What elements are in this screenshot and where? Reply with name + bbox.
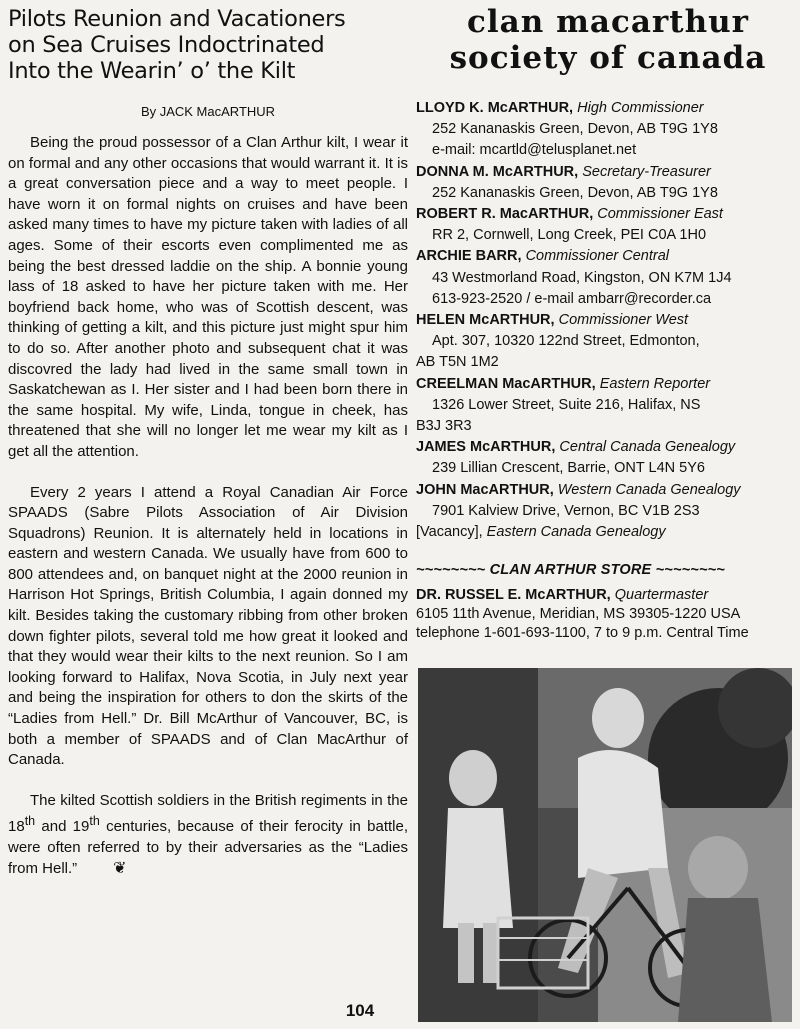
officer-role: Secretary-Treasurer xyxy=(582,163,711,180)
officer-entry xyxy=(416,437,800,479)
officer-name: HELEN McARTHUR, xyxy=(416,312,555,329)
officer-contact-line: 613-923-2520 / e-mail ambarr@recorder.ca xyxy=(432,290,712,307)
masthead xyxy=(416,4,800,76)
vacancy-label: [Vacancy], xyxy=(416,524,483,541)
paragraph-text: centuries, because of their ferocity in battle, were often referred to by their adversaries as the “Ladies from Hell.” xyxy=(8,818,408,877)
vintage-illustration xyxy=(418,668,792,1022)
article-paragraph-last xyxy=(8,791,408,879)
officer-role: Eastern Reporter xyxy=(599,375,711,392)
thistle-icon: ❦ xyxy=(113,859,127,877)
officer-contact-line: 252 Kananaskis Green, Devon, AB T9G 1Y8 xyxy=(432,184,718,201)
officer-entry xyxy=(416,98,800,162)
masthead-line: clan macarthur xyxy=(467,4,749,40)
officer-role: Central Canada Genealogy xyxy=(559,439,736,456)
officer-heading xyxy=(416,374,800,395)
officer-name: LLOYD K. McARTHUR, xyxy=(416,100,574,116)
officer-heading xyxy=(416,246,800,267)
paragraph-text: The kilted Scottish soldiers in the British regiments in the 18 xyxy=(8,791,408,836)
vacancy-role: Eastern Canada Genealogy xyxy=(486,524,666,541)
officer-list xyxy=(416,98,800,522)
officer-heading xyxy=(416,480,800,501)
officer-heading xyxy=(416,98,800,119)
officer-role: High Commissioner xyxy=(577,100,704,116)
officer-contact-line: RR 2, Cornwell, Long Creek, PEI C0A 1H0 xyxy=(432,227,707,244)
officer-entry xyxy=(416,310,800,374)
officer-role: Commissioner Central xyxy=(525,248,669,265)
officer-role: Commissioner West xyxy=(558,312,689,329)
officer-contact-line: 239 Lillian Crescent, Barrie, ONT L4N 5Y6 xyxy=(432,460,705,477)
headline-line: on Sea Cruises Indoctrinated xyxy=(8,32,325,58)
officer-role: Commissioner East xyxy=(597,206,723,223)
officer-role: Western Canada Genealogy xyxy=(557,481,741,498)
officer-contact-line: 252 Kananaskis Green, Devon, AB T9G 1Y8 xyxy=(432,121,718,138)
officer-contact-line: 7901 Kalview Drive, Vernon, BC V1B 2S3 xyxy=(432,502,700,519)
officer-name: JOHN MacARTHUR, xyxy=(416,481,554,498)
headline-line: Into the Wearin’ o’ the Kilt xyxy=(8,58,296,84)
superscript: th xyxy=(24,814,36,829)
officer-contact-line: AB T5N 1M2 xyxy=(416,354,499,371)
officer-contact-line: Apt. 307, 10320 122nd Street, Edmonton, xyxy=(432,333,700,350)
officer-entry xyxy=(416,162,800,204)
officer-entry xyxy=(416,246,800,310)
officer-entry xyxy=(416,204,800,246)
officer-name: CREELMAN MacARTHUR, xyxy=(416,375,596,392)
store-contact-name: DR. RUSSEL E. McARTHUR, xyxy=(416,587,611,604)
article-paragraph: Every 2 years I attend a Royal Canadian Air Force SPAADS (Sabre Pilots Association of Air Division Squadrons) Reunion. It is alternately held in locations in eastern and western Canada. We usually have from 600 to 800 attendees and, on banquet night at the 2000 reunion in Harrison Hot Springs, British Columbia, I again donned my kilt. Besides taking the customary ribbing from other broken down fighter pilots, several told me how great it looked and that they would wear their kilts to the next reunion. So I am looking forward to Halifax, Nova Scotia, in July next year and being the inspiration for others to don the skirts of the “Ladies from Hell.” Dr. Bill McArthur of Vancouver, BC, is both a member of SPAADS and of Clan MacArthur of Canada. xyxy=(8,483,408,769)
officer-contact-line: B3J 3R3 xyxy=(416,418,472,435)
store-phone: telephone 1-601-693-1100, 7 to 9 p.m. Central Time xyxy=(416,625,749,642)
masthead-line: society of canada xyxy=(449,40,767,76)
officer-heading xyxy=(416,162,800,183)
officer-heading xyxy=(416,310,800,331)
officer-name: DONNA M. McARTHUR, xyxy=(416,163,579,180)
store-contact xyxy=(416,586,800,643)
article-headline xyxy=(8,6,408,84)
officer-entry xyxy=(416,374,800,438)
officer-contact-line: 43 Westmorland Road, Kingston, ON K7M 1J4 xyxy=(432,269,732,286)
officer-contact-line: 1326 Lower Street, Suite 216, Halifax, NS xyxy=(432,396,701,413)
officer-heading xyxy=(416,437,800,458)
article-paragraph: Being the proud possessor of a Clan Arthur kilt, I wear it on formal and any other occasions that would warrant it. It is a great conversation piece and a way to meet people. I have worn it on formal nights on cruises and have been asked many times to have my picture taken with ladies of all ages. Some of their escorts even complimented me as being the best dressed laddie on the ship. A bonnie young lass of 18 asked to have her picture taken with me. Her boyfriend back home, who was of Scottish descent, was thinking of getting a kilt, and this picture just might spur him to do so. After another photo and subsequent chat it was discovred the lady had lived in the same small town in Saskatchewan as I. Her sister and I had been born there in the same hospital. My wife, Linda, tongue in cheek, has threatened that she will no longer let me wear my kilt as I get all the attention. xyxy=(8,134,408,460)
byline: By JACK MacARTHUR xyxy=(140,104,276,119)
article xyxy=(8,6,408,879)
vacancy-entry xyxy=(416,522,800,543)
society-directory xyxy=(416,4,800,643)
officer-name: ROBERT R. MacARTHUR, xyxy=(416,206,594,223)
officer-entry xyxy=(416,480,800,522)
store-contact-role: Quartermaster xyxy=(614,587,709,604)
officer-contact-line: e-mail: mcartld@telusplanet.net xyxy=(432,142,637,159)
illustration-art xyxy=(418,668,792,1022)
paragraph-text: and 19 xyxy=(35,818,90,836)
superscript: th xyxy=(89,814,100,829)
page-number: 104 xyxy=(345,1001,375,1020)
store-header: ~~~~~~~~ CLAN ARTHUR STORE ~~~~~~~~ xyxy=(416,562,725,579)
store-address: 6105 11th Avenue, Meridian, MS 39305-1220 USA xyxy=(416,606,741,623)
officer-name: JAMES McARTHUR, xyxy=(416,439,556,456)
headline-line: Pilots Reunion and Vacationers xyxy=(8,6,346,32)
officer-heading xyxy=(416,204,800,225)
officer-name: ARCHIE BARR, xyxy=(416,248,522,265)
